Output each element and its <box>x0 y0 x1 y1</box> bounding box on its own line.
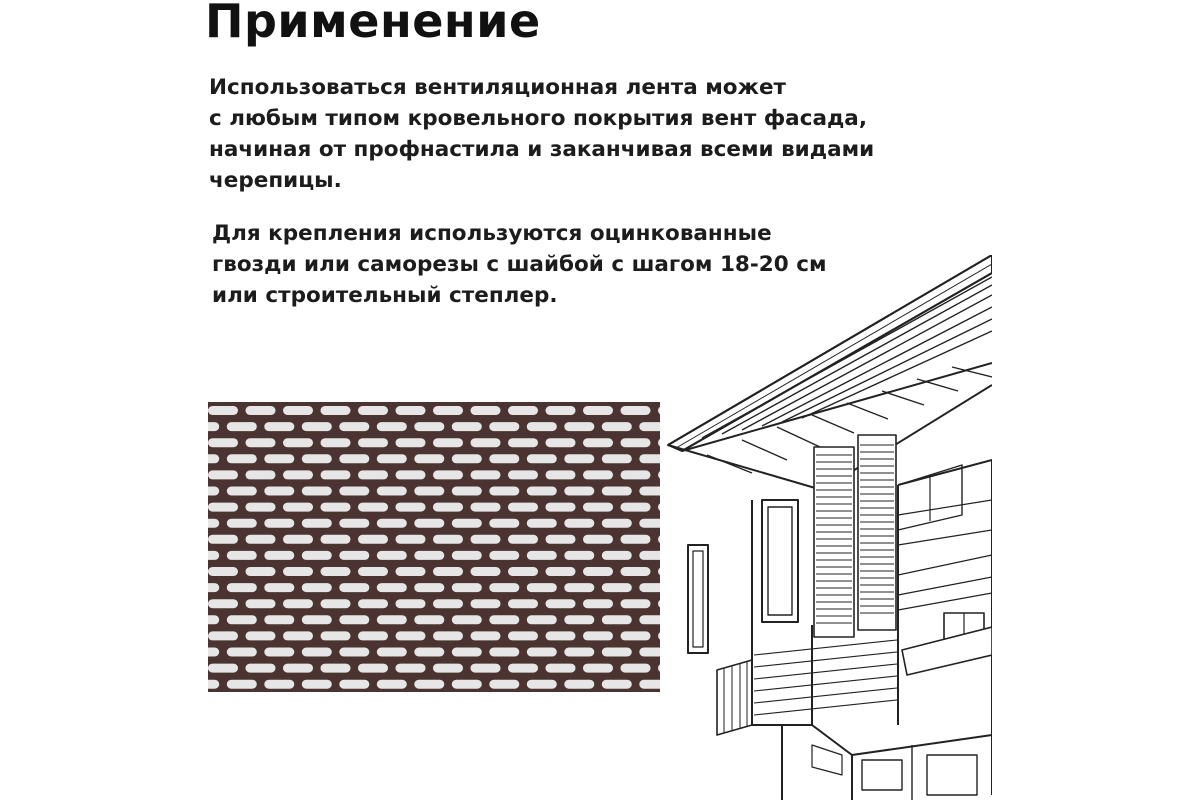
page-title: Применение <box>205 0 541 48</box>
mesh-hole <box>489 615 519 624</box>
mesh-hole <box>489 519 519 528</box>
mesh-hole <box>246 470 276 479</box>
mesh-hole <box>321 599 351 608</box>
mesh-hole <box>471 631 501 640</box>
mesh-hole <box>321 535 351 544</box>
mesh-hole <box>339 487 369 496</box>
mesh-hole <box>339 615 369 624</box>
mesh-hole <box>564 454 594 463</box>
mesh-hole <box>208 551 219 560</box>
mesh-hole <box>283 631 313 640</box>
mesh-hole <box>527 422 557 431</box>
mesh-hole <box>564 680 594 689</box>
mesh-hole <box>302 551 332 560</box>
usage-paragraph <box>209 72 969 196</box>
mesh-hole <box>283 470 313 479</box>
mesh-hole <box>227 519 257 528</box>
mesh-hole <box>414 615 444 624</box>
mesh-hole <box>339 583 369 592</box>
mesh-hole <box>508 599 538 608</box>
usage-line: Использоваться вентиляционная лента может <box>209 75 786 100</box>
mesh-hole <box>564 648 594 657</box>
perforated-tape-image <box>208 402 660 692</box>
mesh-hole <box>208 454 219 463</box>
mesh-hole <box>377 487 407 496</box>
mesh-hole <box>208 503 238 512</box>
mesh-hole <box>621 631 651 640</box>
mesh-hole <box>321 503 351 512</box>
mesh-hole <box>377 648 407 657</box>
mesh-hole <box>321 406 351 415</box>
mesh-hole <box>583 567 613 576</box>
mesh-hole <box>396 631 426 640</box>
mesh-hole <box>621 503 651 512</box>
mesh-hole <box>621 599 651 608</box>
mesh-hole <box>602 487 632 496</box>
mesh-hole <box>208 680 219 689</box>
mesh-hole <box>396 438 426 447</box>
mesh-hole <box>583 503 613 512</box>
mesh-hole <box>527 551 557 560</box>
mesh-hole <box>339 454 369 463</box>
mesh-hole <box>621 438 651 447</box>
mesh-hole <box>564 422 594 431</box>
mesh-hole <box>527 615 557 624</box>
fastening-line: или строительный степлер. <box>212 283 558 308</box>
mesh-hole <box>433 470 463 479</box>
mesh-hole <box>414 422 444 431</box>
mesh-hole <box>302 519 332 528</box>
mesh-hole <box>396 535 426 544</box>
mesh-hole <box>527 648 557 657</box>
mesh-hole <box>358 406 388 415</box>
mesh-hole <box>396 599 426 608</box>
usage-line: черепицы. <box>209 168 342 193</box>
mesh-hole <box>452 680 482 689</box>
mesh-hole <box>508 535 538 544</box>
mesh-hole <box>452 422 482 431</box>
mesh-hole <box>302 583 332 592</box>
mesh-hole <box>302 680 332 689</box>
mesh-hole <box>208 648 219 657</box>
mesh-hole <box>264 454 294 463</box>
mesh-hole <box>471 567 501 576</box>
mesh-hole <box>264 583 294 592</box>
mesh-hole <box>602 583 632 592</box>
mesh-hole <box>489 680 519 689</box>
mesh-hole <box>583 631 613 640</box>
mesh-hole <box>377 519 407 528</box>
mesh-hole <box>452 583 482 592</box>
mesh-hole <box>358 438 388 447</box>
mesh-hole <box>396 567 426 576</box>
mesh-hole <box>321 567 351 576</box>
mesh-hole <box>358 664 388 673</box>
mesh-hole <box>583 438 613 447</box>
mesh-hole <box>508 567 538 576</box>
mesh-hole <box>208 487 219 496</box>
mesh-hole <box>339 551 369 560</box>
mesh-hole <box>508 503 538 512</box>
mesh-hole <box>227 615 257 624</box>
mesh-hole <box>227 487 257 496</box>
mesh-hole <box>639 454 660 463</box>
mesh-hole <box>452 519 482 528</box>
mesh-hole <box>264 680 294 689</box>
mesh-hole <box>508 406 538 415</box>
mesh-hole <box>546 438 576 447</box>
mesh-hole <box>546 567 576 576</box>
mesh-hole <box>471 599 501 608</box>
mesh-hole <box>546 631 576 640</box>
mesh-hole <box>639 487 660 496</box>
mesh-hole <box>339 680 369 689</box>
mesh-hole <box>489 648 519 657</box>
mesh-hole <box>227 680 257 689</box>
mesh-hole <box>433 406 463 415</box>
mesh-hole <box>208 438 238 447</box>
mesh-hole <box>283 503 313 512</box>
mesh-hole <box>227 422 257 431</box>
mesh-hole <box>246 631 276 640</box>
mesh-hole <box>583 470 613 479</box>
mesh-hole <box>283 535 313 544</box>
mesh-hole <box>246 503 276 512</box>
mesh-hole <box>208 406 238 415</box>
mesh-hole <box>546 535 576 544</box>
mesh-hole <box>621 567 651 576</box>
mesh-hole <box>283 599 313 608</box>
fastening-line: Для крепления используются оцинкованные <box>212 221 772 246</box>
mesh-hole <box>208 631 238 640</box>
mesh-hole <box>208 583 219 592</box>
mesh-hole <box>302 648 332 657</box>
mesh-hole <box>583 535 613 544</box>
mesh-hole <box>527 454 557 463</box>
mesh-hole <box>227 583 257 592</box>
mesh-hole <box>546 470 576 479</box>
mesh-hole <box>639 551 660 560</box>
mesh-hole <box>396 503 426 512</box>
usage-line: с любым типом кровельного покрытия вент фасада, <box>209 106 867 131</box>
mesh-hole <box>227 454 257 463</box>
mesh-hole <box>414 487 444 496</box>
mesh-hole <box>452 454 482 463</box>
mesh-hole <box>546 503 576 512</box>
mesh-hole <box>527 487 557 496</box>
mesh-hole <box>433 503 463 512</box>
mesh-hole <box>508 631 538 640</box>
mesh-hole <box>302 454 332 463</box>
mesh-hole <box>208 470 238 479</box>
mesh-hole <box>602 648 632 657</box>
mesh-hole <box>339 648 369 657</box>
mesh-hole <box>283 567 313 576</box>
mesh-hole <box>546 599 576 608</box>
mesh-hole <box>602 454 632 463</box>
mesh-hole <box>358 631 388 640</box>
mesh-hole <box>639 680 660 689</box>
mesh-hole <box>283 664 313 673</box>
mesh-hole <box>583 599 613 608</box>
mesh-hole <box>621 470 651 479</box>
mesh-hole <box>414 551 444 560</box>
mesh-hole <box>639 615 660 624</box>
mesh-hole <box>302 487 332 496</box>
mesh-hole <box>246 664 276 673</box>
mesh-hole <box>546 406 576 415</box>
mesh-hole <box>433 567 463 576</box>
mesh-hole <box>433 664 463 673</box>
mesh-hole <box>358 567 388 576</box>
mesh-hole <box>433 599 463 608</box>
mesh-hole <box>414 648 444 657</box>
mesh-hole <box>621 664 651 673</box>
mesh-hole <box>283 406 313 415</box>
mesh-hole <box>264 519 294 528</box>
mesh-hole <box>377 615 407 624</box>
mesh-hole <box>208 535 238 544</box>
mesh-hole <box>639 648 660 657</box>
mesh-hole <box>321 470 351 479</box>
mesh-hole <box>508 470 538 479</box>
mesh-hole <box>339 422 369 431</box>
mesh-hole <box>433 438 463 447</box>
mesh-hole <box>246 567 276 576</box>
mesh-hole <box>489 583 519 592</box>
mesh-hole <box>471 664 501 673</box>
mesh-hole <box>564 519 594 528</box>
mesh-hole <box>452 648 482 657</box>
mesh-hole <box>283 438 313 447</box>
mesh-hole <box>471 438 501 447</box>
mesh-hole <box>602 551 632 560</box>
mesh-hole <box>471 503 501 512</box>
mesh-hole <box>489 454 519 463</box>
mesh-hole <box>583 406 613 415</box>
mesh-hole <box>602 680 632 689</box>
mesh-hole <box>639 422 660 431</box>
mesh-hole <box>639 519 660 528</box>
mesh-hole <box>471 535 501 544</box>
mesh-hole <box>264 487 294 496</box>
mesh-hole <box>264 422 294 431</box>
mesh-hole <box>414 583 444 592</box>
mesh-hole <box>377 680 407 689</box>
mesh-hole <box>602 615 632 624</box>
mesh-hole <box>508 664 538 673</box>
mesh-hole <box>414 454 444 463</box>
mesh-hole <box>321 664 351 673</box>
mesh-hole <box>396 406 426 415</box>
mesh-hole <box>208 422 219 431</box>
mesh-hole <box>358 599 388 608</box>
mesh-hole <box>246 406 276 415</box>
mesh-hole <box>602 519 632 528</box>
mesh-hole <box>358 470 388 479</box>
mesh-hole <box>564 551 594 560</box>
mesh-hole <box>377 422 407 431</box>
mesh-hole <box>452 551 482 560</box>
mesh-hole <box>602 422 632 431</box>
mesh-hole <box>564 487 594 496</box>
mesh-hole <box>583 664 613 673</box>
mesh-hole <box>414 519 444 528</box>
mesh-hole <box>433 535 463 544</box>
mesh-hole <box>527 680 557 689</box>
mesh-hole <box>377 583 407 592</box>
mesh-hole <box>433 631 463 640</box>
mesh-hole <box>471 470 501 479</box>
mesh-hole <box>621 535 651 544</box>
mesh-hole <box>377 551 407 560</box>
mesh-hole <box>208 519 219 528</box>
mesh-hole <box>564 583 594 592</box>
mesh-hole <box>546 664 576 673</box>
usage-line: начиная от профнастила и заканчивая всеми видами <box>209 137 875 162</box>
mesh-hole <box>246 599 276 608</box>
mesh-hole <box>564 615 594 624</box>
mesh-hole <box>396 470 426 479</box>
mesh-hole <box>358 503 388 512</box>
mesh-hole <box>339 519 369 528</box>
mesh-hole <box>489 422 519 431</box>
mesh-hole <box>452 487 482 496</box>
mesh-hole <box>208 567 238 576</box>
mesh-hole <box>452 615 482 624</box>
mesh-hole <box>246 438 276 447</box>
mesh-hole <box>358 535 388 544</box>
mesh-hole <box>208 615 219 624</box>
mesh-hole <box>508 438 538 447</box>
mesh-hole <box>396 664 426 673</box>
mesh-hole <box>246 535 276 544</box>
mesh-hole <box>639 583 660 592</box>
mesh-hole <box>208 599 238 608</box>
mesh-hole <box>489 551 519 560</box>
mesh-hole <box>302 615 332 624</box>
mesh-hole <box>302 422 332 431</box>
mesh-hole <box>414 680 444 689</box>
mesh-hole <box>471 406 501 415</box>
mesh-hole <box>321 438 351 447</box>
mesh-hole <box>527 519 557 528</box>
fastening-line: гвозди или саморезы с шайбой с шагом 18-20 см <box>212 252 827 277</box>
mesh-hole <box>621 406 651 415</box>
mesh-hole <box>227 551 257 560</box>
building-sketch-image <box>662 255 992 800</box>
mesh-hole <box>227 648 257 657</box>
mesh-hole <box>489 487 519 496</box>
mesh-hole <box>264 551 294 560</box>
mesh-hole <box>208 664 238 673</box>
mesh-hole <box>264 648 294 657</box>
mesh-hole <box>264 615 294 624</box>
mesh-hole <box>321 631 351 640</box>
mesh-hole <box>377 454 407 463</box>
mesh-hole <box>527 583 557 592</box>
